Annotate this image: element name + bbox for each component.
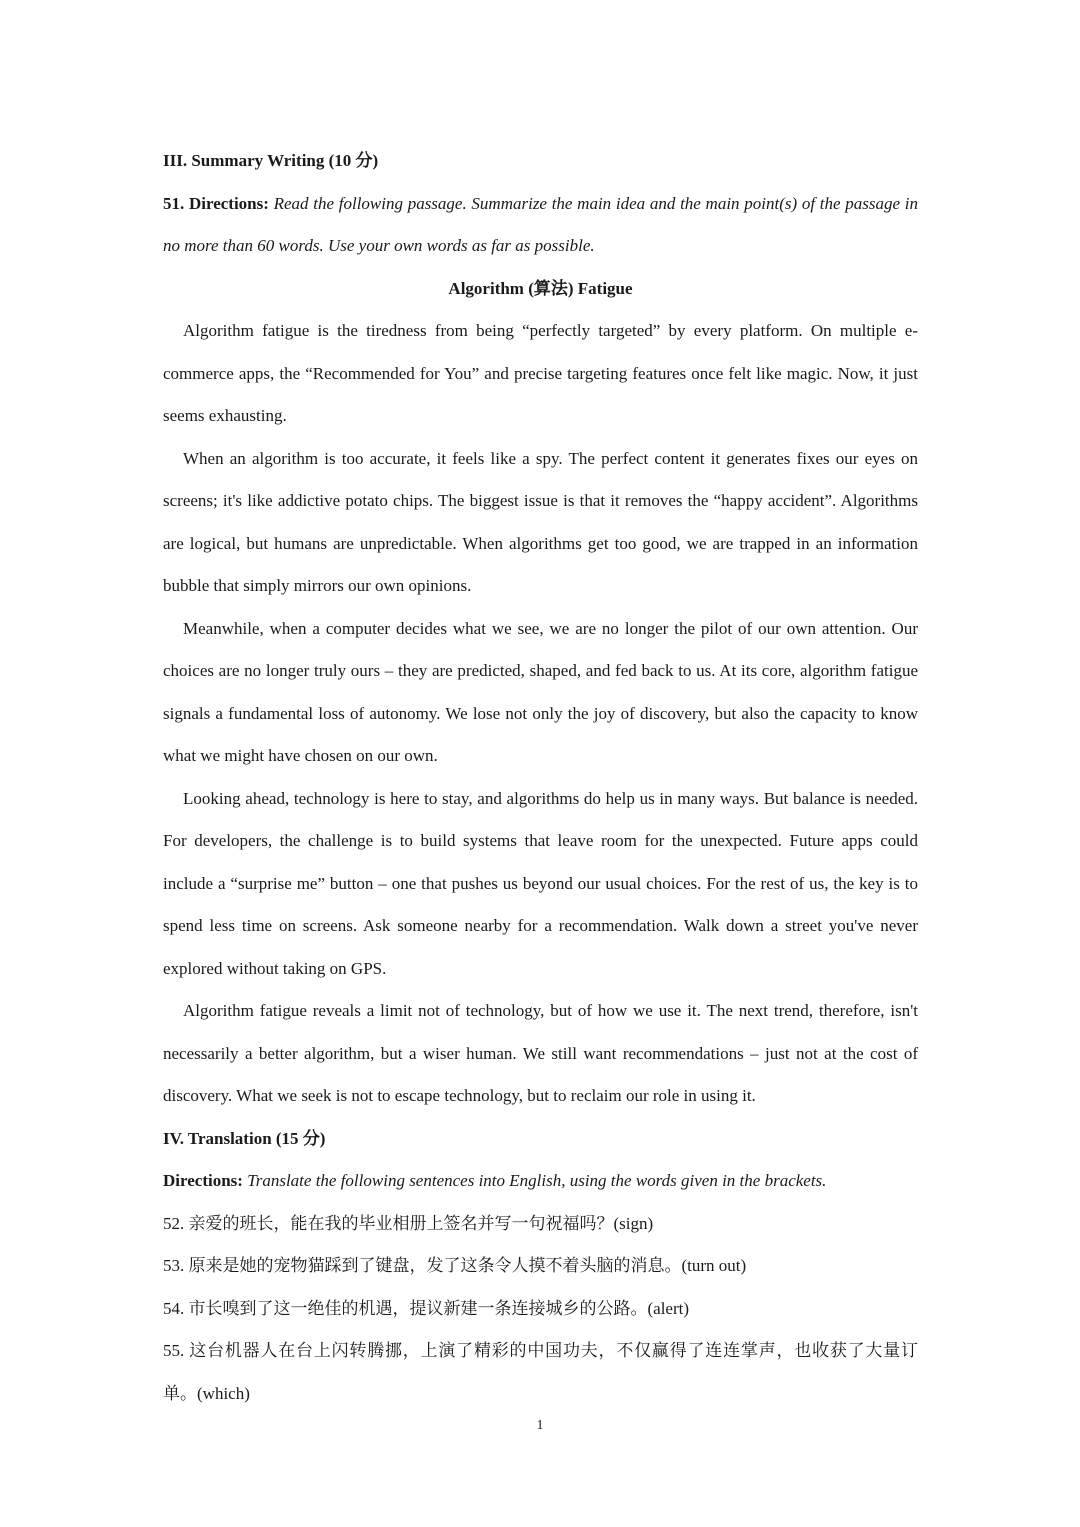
translation-item: 55. 这台机器人在台上闪转腾挪，上演了精彩的中国功夫，不仅赢得了连连掌声，也收获了大量订单。(which) [163,1341,918,1403]
section-3-title: III. Summary Writing (10 分) [163,151,379,170]
passage-title: Algorithm (算法) Fatigue [448,278,633,298]
passage-paragraph: Algorithm fatigue is the tiredness from being “perfectly targeted” by every platform. On multiple e-commerce apps, the “Recommended for You” and precise targeting features once felt like magic. Now, it just seems exhausting. [163,321,918,425]
translation-item: 54. 市长嗅到了这一绝佳的机遇，提议新建一条连接城乡的公路。(alert) [163,1298,690,1318]
section-4-title: IV. Translation (15 分) [163,1128,326,1148]
directions-label: 51. Directions: [163,193,269,213]
translation-item: 53. 原来是她的宠物猫踩到了键盘，发了这条令人摸不着头脑的消息。(turn out) [163,1256,747,1275]
directions-label: Directions: [163,1171,243,1190]
passage-paragraph: Algorithm fatigue reveals a limit not of technology, but of how we use it. The next trend, therefore, isn't necessarily a better algorithm, but a wiser human. We still want recommendations – just not at the cost of discovery. What we seek is not to escape technology, but to reclaim our role in using it. [163,1001,918,1105]
translation-item: 52. 亲爱的班长，能在我的毕业相册上签名并写一句祝福吗？(sign) [163,1213,654,1233]
section-3-directions [163,183,918,268]
page-number: 1 [536,1418,544,1433]
passage-paragraph: Looking ahead, technology is here to stay, and algorithms do help us in many ways. But balance is needed. For developers, the challenge is to build systems that leave room for the unexpected. Future apps could include a “surprise me” button – one that pushes us beyond our usual choices. For the rest of us, the key is to spend less time on screens. Ask someone nearby for a recommendation. Walk down a street you've never explored without taking on GPS. [163,788,918,978]
passage-paragraph: When an algorithm is too accurate, it feels like a spy. The perfect content it generates fixes our eyes on screens; it's like addictive potato chips. The biggest issue is that it removes the “happy accident”. Algorithms are logical, but humans are unpredictable. When algorithms get too good, we are trapped in an information bubble that simply mirrors our own opinions. [163,448,918,595]
passage-paragraph: Meanwhile, when a computer decides what we see, we are no longer the pilot of our own attention. Our choices are no longer truly ours – they are predicted, shaped, and fed back to us. At its core, algorithm fatigue signals a fundamental loss of autonomy. We lose not only the joy of discovery, but also the capacity to know what we might have chosen on our own. [163,618,918,765]
directions-text: Translate the following sentences into English, using the words given in the brackets. [247,1171,827,1190]
section-4-directions [163,1160,918,1203]
exam-page [163,140,918,1415]
directions-text: Read the following passage. Summarize the main idea and the main point(s) of the passage in no more than 60 words. Use your own words as far as possible. [163,193,918,255]
